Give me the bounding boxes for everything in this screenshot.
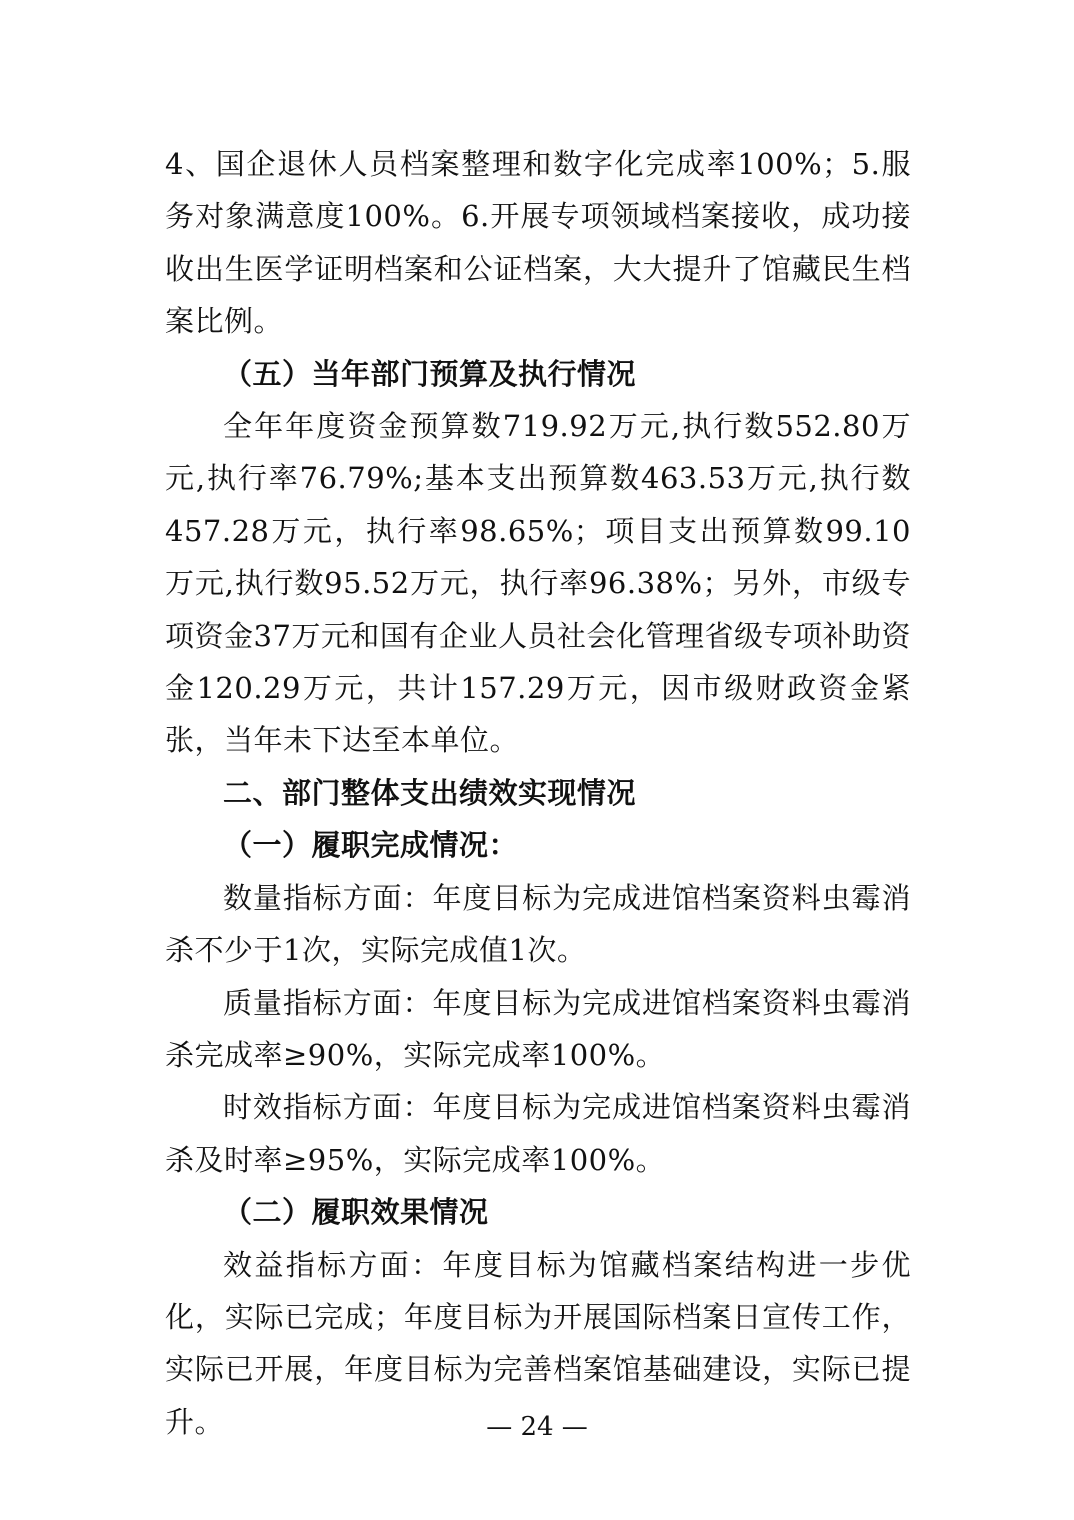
- page-number: — 24 —: [486, 1412, 588, 1442]
- paragraph-targets-continued: 4、国企退休人员档案整理和数字化完成率100%；5.服务对象满意度100%。6.开展专项领域档案接收，成功接收出生医学证明档案和公证档案，大大提升了馆藏民生档案比例。: [165, 147, 911, 339]
- subsection-heading-duty-effect: （二）履职效果情况: [223, 1195, 489, 1230]
- paragraph-benefit-indicator: 效益指标方面：年度目标为馆藏档案结构进一步优化，实际已完成；年度目标为开展国际档案日宣传工作，实际已开展，年度目标为完善档案馆基础建设，实际已提升。: [165, 1247, 911, 1439]
- paragraph-quantity-indicator: 数量指标方面：年度目标为完成进馆档案资料虫霉消杀不少于1次，实际完成值1次。: [165, 880, 911, 968]
- paragraph-budget-execution: 全年年度资金预算数719.92万元,执行数552.80万元,执行率76.79%;基本支出预算数463.53万元,执行数457.28万元，执行率98.65%；项目支出预算数99.10万元,执行数95.52万元，执行率96.38%；另外，市级专项资金37万元和国有企业人员社会化管理省级专项补助资金120.29万元，共计157.29万元，因市级财政资金紧张，当年未下达至本单位。: [165, 409, 911, 758]
- paragraph-timeliness-indicator: 时效指标方面：年度目标为完成进馆档案资料虫霉消杀及时率≥95%，实际完成率100%。: [165, 1090, 911, 1177]
- subsection-heading-duty-completion: （一）履职完成情况：: [223, 828, 519, 863]
- document-body: [165, 138, 911, 1448]
- section-heading-budget-execution: （五）当年部门预算及执行情况: [223, 356, 637, 391]
- section-heading-performance: 二、部门整体支出绩效实现情况: [223, 775, 637, 810]
- paragraph-quality-indicator: 质量指标方面：年度目标为完成进馆档案资料虫霉消杀完成率≥90%，实际完成率100%。: [165, 985, 911, 1072]
